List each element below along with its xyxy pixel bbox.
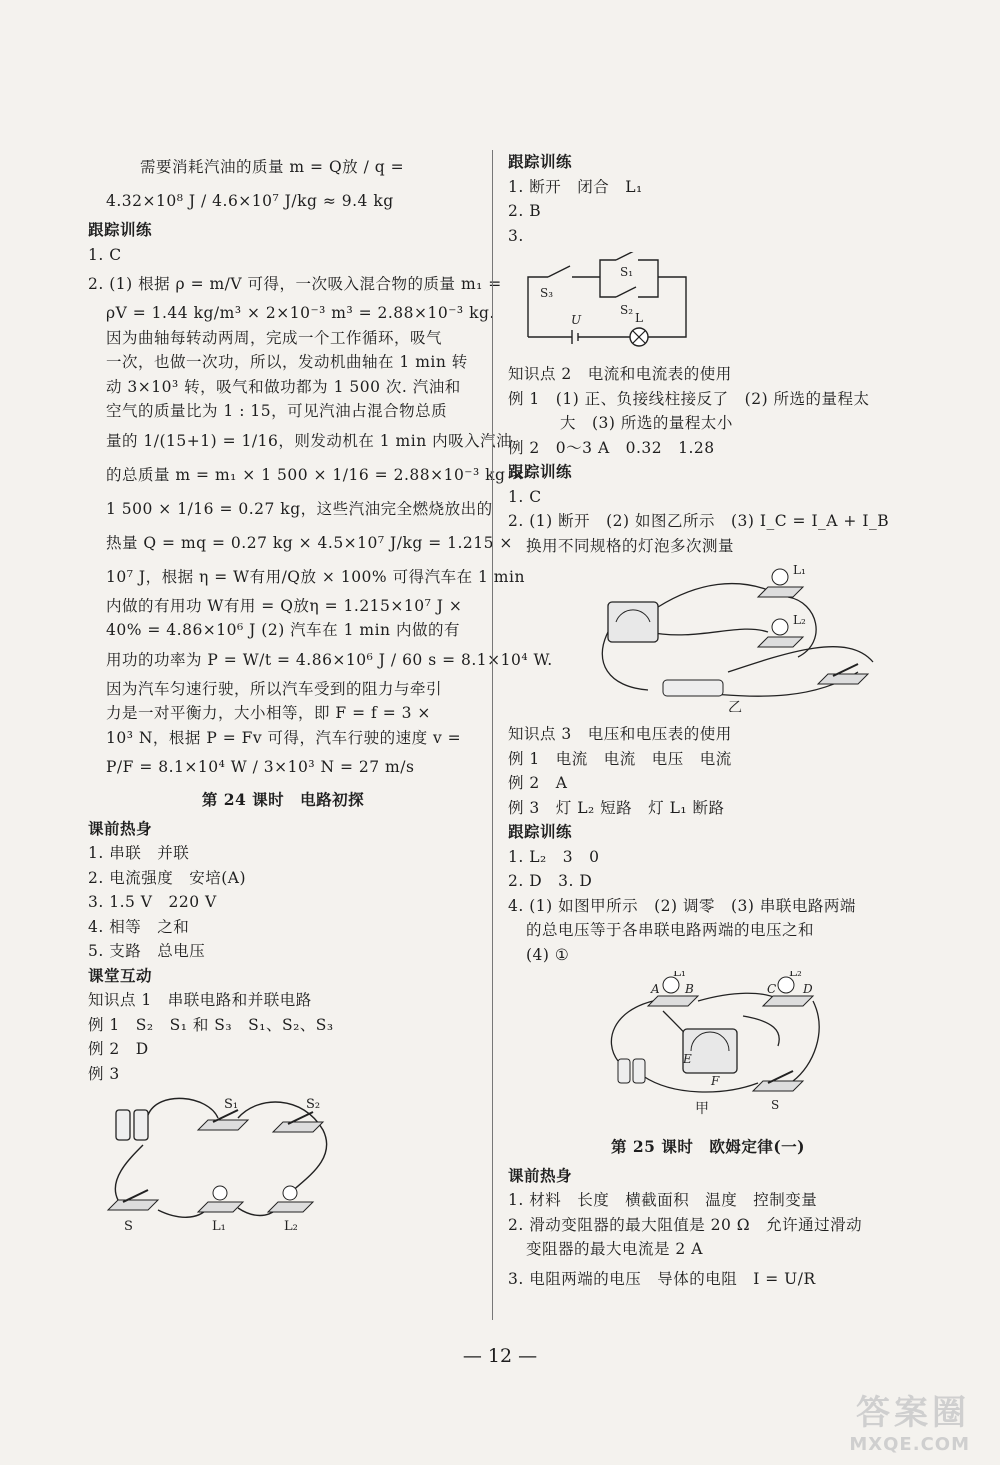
label-l2: L₂ <box>789 971 802 979</box>
label-b: B <box>685 982 694 996</box>
bulb-icon <box>772 619 788 635</box>
battery-icon <box>134 1110 148 1140</box>
label-s1: S₁ <box>620 265 634 279</box>
answer-line: 5. 支路 总电压 <box>88 942 206 960</box>
text-line: 空气的质量比为 1 : 15，可见汽油占混合物总质 <box>106 402 448 420</box>
label-f: F <box>711 1074 720 1088</box>
label-l1: L₁ <box>212 1219 226 1234</box>
text-line: 变阻器的最大电流是 2 A <box>526 1240 703 1258</box>
figure-caption: 乙 <box>728 700 742 712</box>
example-line: 例 1 (1) 正、负接线柱接反了 (2) 所选的量程太 <box>508 389 870 408</box>
answer-line: 1. C <box>508 487 542 506</box>
label-l1: L₁ <box>793 563 806 577</box>
answer-line: 2. 电流强度 安培(A) <box>88 868 247 887</box>
lesson-title: 第 24 课时 电路初探 <box>201 790 365 809</box>
answer-line: 2. (1) 根据 ρ = m/V 可得，一次吸入混合物的质量 m₁ = <box>88 275 502 293</box>
answer-line: 2. (1) 断开 (2) 如图乙所示 (3) I_C = I_A + I_B <box>508 512 890 530</box>
section-heading: 跟踪训练 <box>508 152 573 171</box>
example-line: 例 2 D <box>88 1040 149 1058</box>
example-line: 例 3 灯 L₂ 短路 灯 L₁ 断路 <box>508 798 725 817</box>
answer-line: 1. 串联 并联 <box>88 844 190 862</box>
switch-icon <box>108 1200 158 1210</box>
battery-icon <box>663 680 723 696</box>
text-line: 40% = 4.86×10⁶ J (2) 汽车在 1 min 内做的有 <box>106 621 460 639</box>
example-line: 例 2 A <box>508 774 568 792</box>
label-l1: L₁ <box>673 971 686 979</box>
answer-line: 1. 材料 长度 横截面积 温度 控制变量 <box>508 1191 818 1209</box>
section-heading: 跟踪训练 <box>88 220 153 239</box>
label-s: S <box>124 1219 133 1234</box>
circuit-diagram <box>508 252 708 352</box>
text-line: ρV = 1.44 kg/m³ × 2×10⁻³ m³ = 2.88×10⁻³ kg. <box>106 304 495 322</box>
knowledge-point: 知识点 2 电流和电流表的使用 <box>508 365 732 383</box>
bulb-icon <box>213 1186 227 1200</box>
section-heading: 跟踪训练 <box>508 822 573 841</box>
answer-line: 1. 断开 闭合 L₁ <box>508 177 643 196</box>
text-line: 大 (3) 所选的量程太小 <box>560 414 733 432</box>
battery-icon <box>633 1059 645 1083</box>
bulb-holder-icon <box>763 996 813 1006</box>
label-u: U <box>571 313 582 327</box>
watermark-text: 答案圈 <box>856 1393 970 1433</box>
label-d: D <box>803 982 813 996</box>
label-s3: S₃ <box>540 286 554 300</box>
figure-yi <box>588 562 888 712</box>
label-e: E <box>683 1052 692 1066</box>
text-line: 动 3×10³ 转，吸气和做功都为 1 500 次. 汽油和 <box>106 377 461 396</box>
text-line: 内做的有用功 W有用 = Q放η = 1.215×10⁷ J × <box>106 596 463 615</box>
label-a: A <box>651 982 660 996</box>
text-line: 的总电压等于各串联电路两端的电压之和 <box>526 921 815 939</box>
watermark-logo <box>810 1385 970 1455</box>
text-line: 1 500 × 1/16 = 0.27 kg，这些汽油完全燃烧放出的 <box>106 499 493 518</box>
text-line: 力是一对平衡力，大小相等，即 F = f = 3 × <box>106 704 431 722</box>
section-heading: 课前热身 <box>88 818 153 838</box>
answer-line: 2. 滑动变阻器的最大阻值是 20 Ω 允许通过滑动 <box>508 1215 863 1234</box>
bulb-icon <box>663 977 679 993</box>
answer-line: 1. C <box>88 245 122 264</box>
example3-circuit-figure <box>88 1090 328 1235</box>
label-s2: S₂ <box>306 1097 321 1112</box>
bulb-holder-icon <box>758 637 803 647</box>
section-heading: 课堂互动 <box>88 965 153 985</box>
section-heading: 课前热身 <box>508 1165 573 1185</box>
text-line: 因为汽车匀速行驶，所以汽车受到的阻力与牵引 <box>106 679 443 698</box>
text-line: 量的 1/(15+1) = 1/16，则发动机在 1 min 内吸入汽油 <box>106 431 513 450</box>
text-line: 需要消耗汽油的质量 m = Q放 / q = <box>140 158 405 176</box>
text-line: 一次，也做一次功，所以，发动机曲轴在 1 min 转 <box>106 353 468 371</box>
bulb-holder-icon <box>198 1202 243 1212</box>
label-s1: S₁ <box>224 1097 239 1112</box>
answer-line: 4. (1) 如图甲所示 (2) 调零 (3) 串联电路两端 <box>508 896 856 915</box>
battery-icon <box>116 1110 130 1140</box>
answer-line: 2. D 3. D <box>508 872 593 890</box>
text-line: 用功的功率为 P = W/t = 4.86×10⁶ J / 60 s = 8.1×10⁴ W. <box>106 650 553 669</box>
answer-line: 3. 电阻两端的电压 导体的电阻 I = U/R <box>508 1269 816 1288</box>
watermark-url: MXQE.COM <box>849 1434 970 1455</box>
example-line: 例 1 S₂ S₁ 和 S₃ S₁、S₂、S₃ <box>88 1015 334 1034</box>
bulb-holder-icon <box>648 996 698 1006</box>
example-line: 例 3 <box>88 1064 120 1083</box>
label-l2: L₂ <box>793 613 806 627</box>
knowledge-point: 知识点 3 电压和电压表的使用 <box>508 725 732 743</box>
answer-line: 3. <box>508 226 524 245</box>
answer-line: 3. 1.5 V 220 V <box>88 893 217 911</box>
switch-icon <box>273 1122 323 1132</box>
knowledge-point: 知识点 1 串联电路和并联电路 <box>88 991 312 1009</box>
text-line: 4.32×10⁸ J / 4.6×10⁷ J/kg ≈ 9.4 kg <box>106 192 394 210</box>
lesson-title: 第 25 课时 欧姆定律(一) <box>610 1137 806 1156</box>
bulb-holder-icon <box>268 1202 313 1212</box>
label-c: C <box>767 982 777 996</box>
text-line: (4) ① <box>526 945 570 964</box>
label-s: S <box>771 1098 780 1112</box>
answer-line: 4. 相等 之和 <box>88 917 190 936</box>
text-line: 因为曲轴每转动两周，完成一个工作循环，吸气 <box>106 328 443 347</box>
ammeter-icon <box>608 602 658 642</box>
page-number: — 12 — <box>462 1345 538 1367</box>
text-line: 10³ N，根据 P = Fv 可得，汽车行驶的速度 v = <box>106 728 462 747</box>
bulb-icon <box>283 1186 297 1200</box>
section-heading: 跟踪训练 <box>508 462 573 481</box>
text-line: 热量 Q = mq = 0.27 kg × 4.5×10⁷ J/kg = 1.215 × <box>106 533 513 552</box>
column-divider <box>492 150 493 1320</box>
example-line: 例 1 电流 电流 电压 电流 <box>508 749 732 768</box>
figure-jia <box>603 971 833 1121</box>
bulb-icon <box>778 977 794 993</box>
switch-icon <box>198 1120 248 1130</box>
answer-line: 1. L₂ 3 0 <box>508 847 600 866</box>
label-s2: S₂ <box>620 303 634 317</box>
text-line: 10⁷ J，根据 η = W有用/Q放 × 100% 可得汽车在 1 min <box>106 567 525 586</box>
bulb-icon <box>772 569 788 585</box>
answer-line: 2. B <box>508 202 542 220</box>
battery-icon <box>618 1059 630 1083</box>
figure-caption: 甲 <box>695 1101 709 1117</box>
example-line: 例 2 0～3 A 0.32 1.28 <box>508 438 715 457</box>
switch-icon <box>753 1081 803 1091</box>
text-line: P/F = 8.1×10⁴ W / 3×10³ N = 27 m/s <box>106 758 415 776</box>
switch-icon <box>818 674 868 684</box>
right-column <box>508 150 908 1296</box>
text-line: 的总质量 m = m₁ × 1 500 × 1/16 = 2.88×10⁻³ kg × <box>106 465 525 484</box>
text-line: 换用不同规格的灯泡多次测量 <box>526 536 735 555</box>
label-l2: L₂ <box>284 1219 298 1234</box>
label-l: L <box>635 311 643 325</box>
